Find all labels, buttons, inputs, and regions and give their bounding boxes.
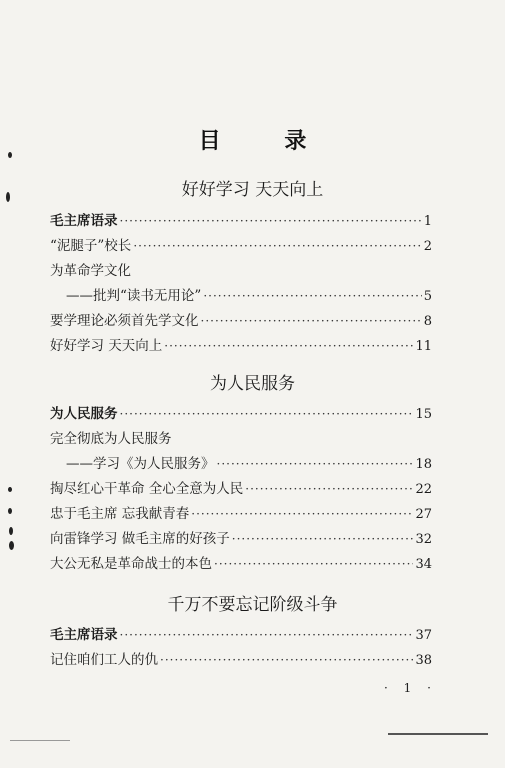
toc-entry xyxy=(66,285,432,307)
toc-entry-label: 毛主席语录 xyxy=(50,627,118,643)
toc-entry xyxy=(50,260,432,282)
toc-entry-label: 忠于毛主席 忘我献青春 xyxy=(50,506,190,522)
dot-leader xyxy=(160,649,413,671)
toc-entry xyxy=(50,403,432,425)
toc-entry-page: 18 xyxy=(415,457,432,472)
dot-leader xyxy=(164,335,413,357)
dot-leader xyxy=(203,285,421,307)
toc-entry xyxy=(50,478,432,500)
toc-entry xyxy=(50,235,432,257)
scan-line-artifact xyxy=(10,740,70,741)
toc-entry xyxy=(66,453,432,475)
dot-leader xyxy=(120,624,414,646)
dot-leader xyxy=(191,503,413,525)
toc-entry-page: 1 xyxy=(423,214,432,229)
dot-leader xyxy=(201,310,422,332)
dot-leader xyxy=(214,553,413,575)
toc-entry xyxy=(50,503,432,525)
toc-entry-page: 38 xyxy=(415,653,432,668)
dot-leader xyxy=(120,210,422,232)
toc-entry-label: ——批判“读书无用论” xyxy=(66,288,202,304)
toc-entry-label: 掏尽红心干革命 全心全意为人民 xyxy=(50,481,244,497)
toc-entry-page: 11 xyxy=(415,339,432,354)
toc-entry-label: ——学习《为人民服务》 xyxy=(66,456,215,472)
scan-speck xyxy=(8,487,12,492)
toc-entry-label: 大公无私是革命战士的本色 xyxy=(50,556,212,572)
toc-entry-label: 为革命学文化 xyxy=(50,263,131,279)
toc-entry xyxy=(50,310,432,332)
toc-entry-page: 37 xyxy=(415,628,432,643)
page-number-mark: · 1 · xyxy=(384,681,437,695)
toc-entry xyxy=(50,428,432,450)
section-heading: 为人民服务 xyxy=(210,374,295,394)
dot-leader xyxy=(217,453,414,475)
scan-line-artifact xyxy=(388,733,488,735)
toc-entry-label: 向雷锋学习 做毛主席的好孩子 xyxy=(50,531,230,547)
toc-entry-label: “泥腿子”校长 xyxy=(50,238,132,254)
toc-entry-page: 5 xyxy=(423,289,432,304)
toc-entry xyxy=(50,649,432,671)
toc-entry-page: 27 xyxy=(415,507,432,522)
toc-entry-page: 8 xyxy=(423,314,432,329)
toc-entry-label: 完全彻底为人民服务 xyxy=(50,431,172,447)
toc-entry-page: 32 xyxy=(415,532,432,547)
toc-entry xyxy=(50,335,432,357)
page-title: 目 录 xyxy=(198,129,335,154)
scan-speck xyxy=(8,508,12,514)
dot-leader xyxy=(232,528,414,550)
toc-entry-page: 22 xyxy=(415,482,432,497)
scan-speck xyxy=(9,527,13,535)
toc-entry-label: 为人民服务 xyxy=(50,406,118,422)
scan-speck xyxy=(9,541,14,550)
toc-entry-label: 好好学习 天天向上 xyxy=(50,338,163,354)
toc-entry-label: 毛主席语录 xyxy=(50,213,118,229)
toc-entry xyxy=(50,528,432,550)
toc-entry-page: 34 xyxy=(415,557,432,572)
dot-leader xyxy=(245,478,413,500)
toc-entry-label: 记住咱们工人的仇 xyxy=(50,652,158,668)
toc-entry-label: 要学理论必须首先学文化 xyxy=(50,313,199,329)
section-heading: 千万不要忘记阶级斗争 xyxy=(167,595,338,615)
toc-entry xyxy=(50,210,432,232)
toc-entry xyxy=(50,553,432,575)
toc-entry-page: 2 xyxy=(423,239,432,254)
scan-speck xyxy=(8,152,12,158)
section-heading: 好好学习 天天向上 xyxy=(181,180,324,200)
dot-leader xyxy=(133,235,421,257)
dot-leader xyxy=(120,403,414,425)
scan-speck xyxy=(6,192,10,202)
toc-entry-page: 15 xyxy=(415,407,432,422)
toc-entry xyxy=(50,624,432,646)
